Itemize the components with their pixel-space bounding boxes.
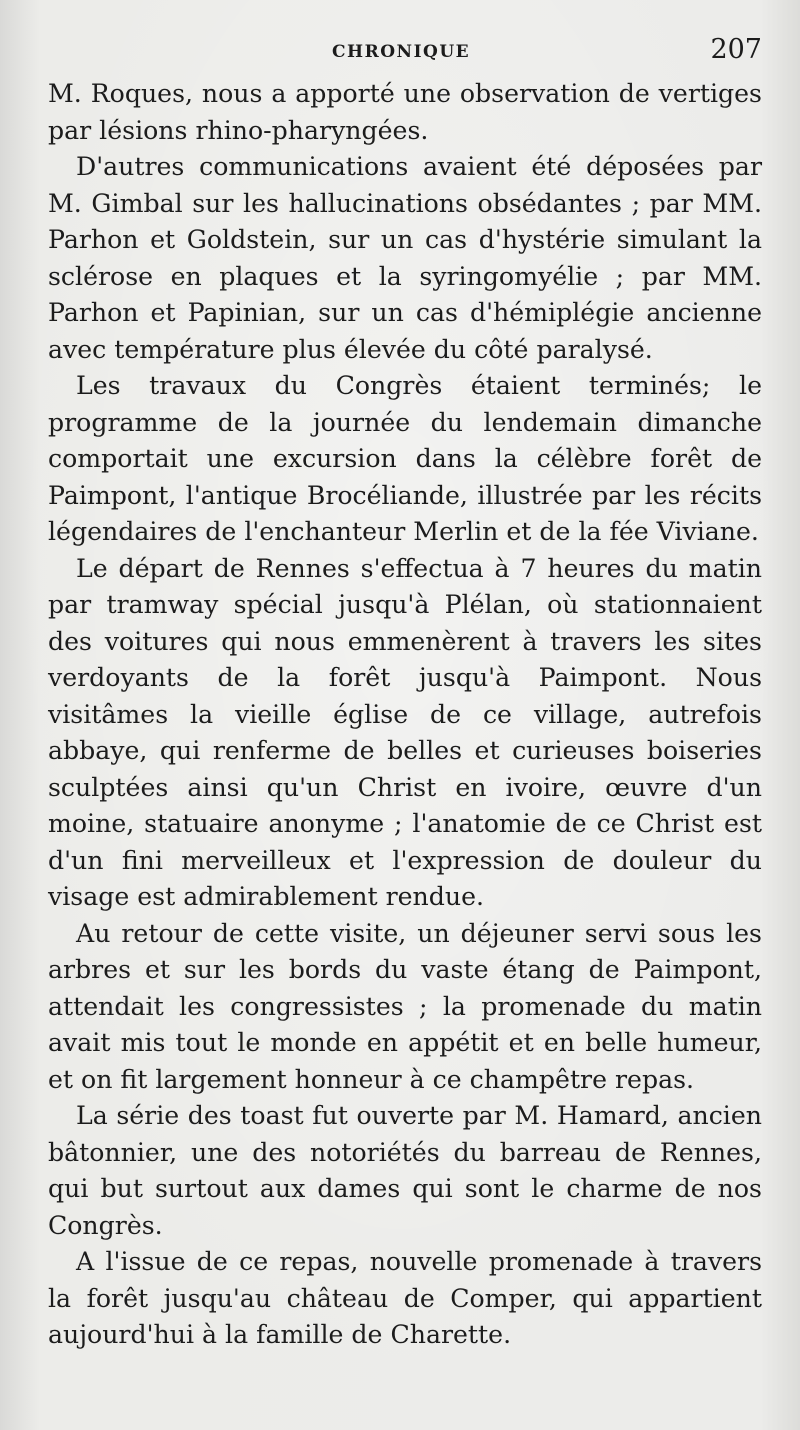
- paragraph-comper: A l'issue de ce repas, nouvelle promenade à travers la forêt jusqu'au château de Comper, qui appartient aujourd'hui à la famille de Charette.: [48, 1247, 762, 1349]
- paragraph-continuation: M. Roques, nous a apporté une observation de vertiges par lésions rhino-pharyngées.: [48, 79, 762, 145]
- paragraph-toasts: La série des toast fut ouverte par M. Hamard, ancien bâtonnier, une des notoriétés du barreau de Rennes, qui but surtout aux dames qui sont le charme de nos Congrès.: [48, 1101, 762, 1240]
- paragraph-communications: D'autres communications avaient été déposées par M. Gimbal sur les hallucinations obsédantes ; par MM. Parhon et Goldstein, sur un cas d'hystérie simulant la sclérose en plaques et la syringomyélie ; par MM. Parhon et Papinian, sur un cas d'hémiplégie ancienne avec température plus élevée du côté paralysé.: [48, 152, 762, 364]
- page-body: [48, 76, 762, 1354]
- paragraph-lunch: Au retour de cette visite, un déjeuner servi sous les arbres et sur les bords du vaste étang de Paimpont, attendait les congressistes ; la promenade du matin avait mis tout le monde en appétit et en belle humeur, et on fit largement honneur à ce champêtre repas.: [48, 918, 762, 1094]
- page-number: 207: [710, 34, 762, 65]
- paragraph-congress-end: Les travaux du Congrès étaient terminés; le programme de la journée du lendemain dimanche comportait une excursion dans la célèbre forêt de Paimpont, l'antique Brocéliande, illustrée par les récits légendaires de l'enchanteur Merlin et de la fée Viviane.: [48, 371, 762, 546]
- page-header: [48, 34, 762, 74]
- running-head: CHRONIQUE: [332, 42, 471, 62]
- paragraph-departure: Le départ de Rennes s'effectua à 7 heures du matin par tramway spécial jusqu'à Plélan, où stationnaient des voitures qui nous emmenèrent à travers les sites verdoyants de la forêt jusqu'à Paimpont. Nous visitâmes la vieille église de ce village, autrefois abbaye, qui renferme de belles et curieuses boiseries sculptées ainsi qu'un Christ en ivoire, œuvre d'un moine, statuaire anonyme ; l'anatomie de ce Christ est d'un fini merveilleux et l'expression de douleur du visage est admirablement rendue.: [48, 553, 762, 911]
